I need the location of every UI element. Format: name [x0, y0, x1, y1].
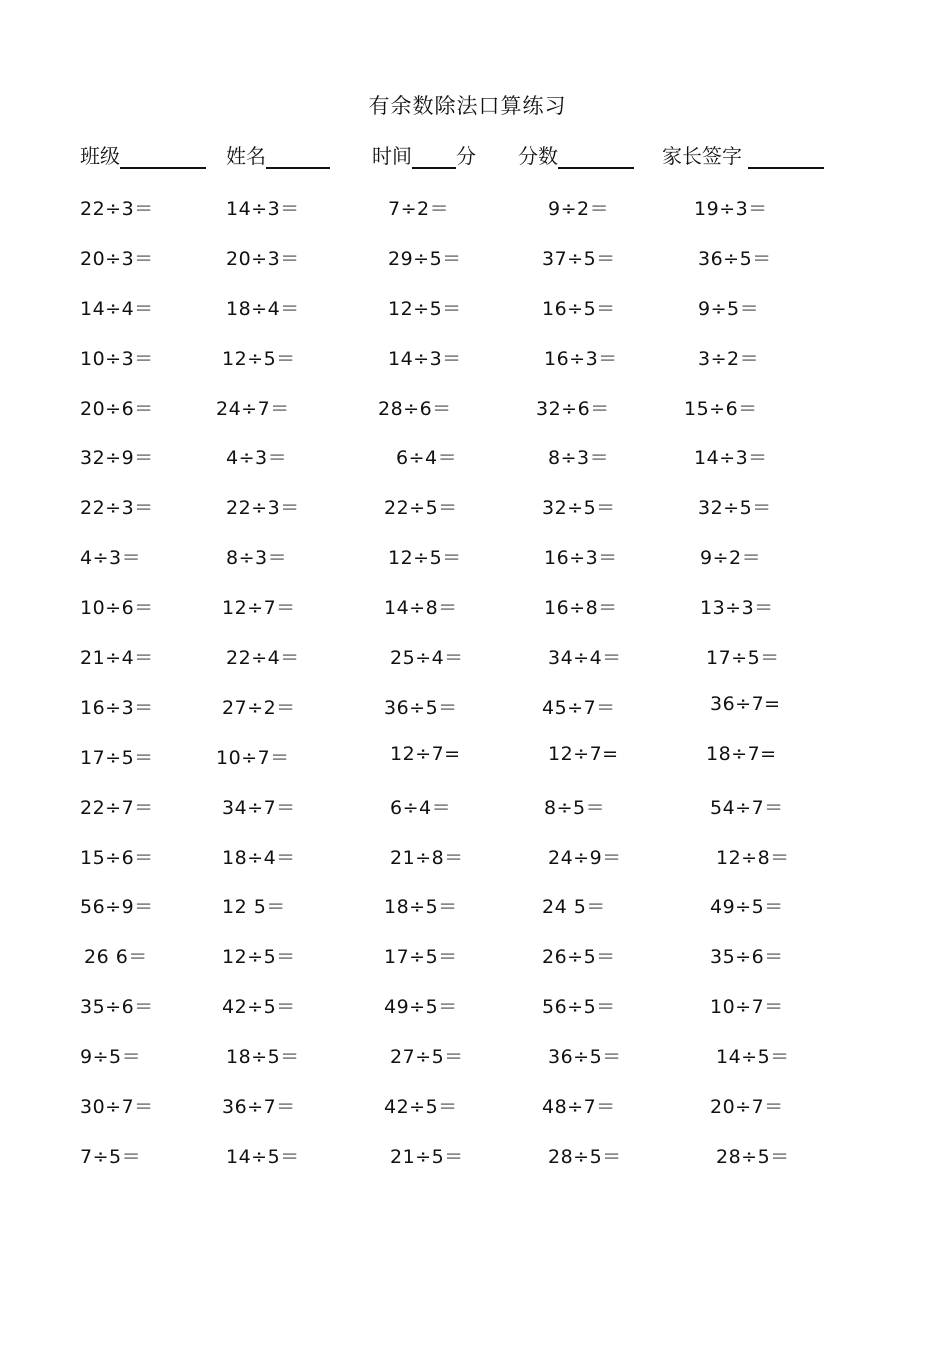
problem-item: 16÷3＝ [80, 696, 154, 719]
problem-item: 18÷5＝ [226, 1046, 300, 1069]
problem-item: 35÷6＝ [710, 946, 784, 969]
problem-item: 10÷7＝ [710, 996, 784, 1019]
problem-item: 22÷3＝ [226, 497, 300, 520]
problem-item: 28÷5＝ [548, 1145, 622, 1168]
problem-item: 36÷5＝ [384, 696, 458, 719]
parent-sign-label: 家长签字 [662, 144, 742, 168]
problem-item: 13÷3＝ [700, 597, 774, 620]
time-label: 时间 [372, 144, 412, 168]
problem-item: 18÷4＝ [226, 297, 300, 320]
problem-item: 16÷3＝ [544, 547, 618, 570]
class-blank[interactable] [120, 145, 206, 169]
problem-item: 6÷4＝ [396, 447, 458, 470]
problem-item: 9÷2＝ [548, 198, 610, 220]
problem-item: 14÷4＝ [80, 297, 154, 320]
problem-row [0, 190, 950, 240]
problem-item: 34÷4＝ [548, 647, 622, 670]
problem-item: 54÷7＝ [710, 796, 784, 819]
problem-item: 24÷9＝ [548, 846, 622, 869]
problem-item: 56÷5＝ [542, 996, 616, 1019]
problem-row [0, 689, 950, 739]
problem-item: 32÷5＝ [542, 497, 616, 520]
problem-item: 22÷5＝ [384, 497, 458, 520]
problem-row [0, 988, 950, 1038]
problem-row [0, 888, 950, 938]
problem-item: 35÷6＝ [80, 996, 154, 1019]
problem-item: 14÷3＝ [388, 347, 462, 370]
problem-item: 20÷6＝ [80, 397, 154, 420]
problem-item: 22÷7＝ [80, 796, 154, 819]
problem-row [0, 789, 950, 839]
problem-item: 26 6＝ [84, 946, 148, 969]
problem-row [0, 1088, 950, 1138]
problem-item: 15÷6＝ [684, 397, 758, 420]
problem-item: 56÷9＝ [80, 896, 154, 919]
problem-item: 12÷5＝ [388, 297, 462, 320]
problem-item: 27÷2＝ [222, 696, 296, 719]
problem-item: 36÷5＝ [698, 247, 772, 270]
score-field [518, 140, 634, 169]
problem-item: 27÷5＝ [390, 1046, 464, 1069]
problem-item: 36÷5＝ [548, 1046, 622, 1069]
problem-item: 22÷3＝ [80, 198, 154, 220]
problem-item: 16÷8＝ [544, 597, 618, 620]
problem-item: 24÷7＝ [216, 397, 290, 420]
problem-item: 17÷5＝ [80, 746, 154, 769]
problem-item: 32÷9＝ [80, 447, 154, 470]
problem-item: 20÷3＝ [226, 247, 300, 270]
problem-item: 14÷8＝ [384, 597, 458, 620]
problem-item: 12÷5＝ [222, 946, 296, 969]
name-field [226, 140, 330, 169]
problem-item: 22÷4＝ [226, 647, 300, 670]
problem-item: 28÷5＝ [716, 1145, 790, 1168]
problem-item: 7÷5＝ [80, 1145, 142, 1168]
problem-item: 49÷5＝ [384, 996, 458, 1019]
problem-item: 20÷3＝ [80, 247, 154, 270]
problem-item: 14÷5＝ [226, 1145, 300, 1168]
problem-item: 21÷4＝ [80, 647, 154, 670]
problem-row [0, 489, 950, 539]
problem-grid [0, 190, 950, 1188]
name-blank[interactable] [266, 145, 330, 169]
problem-item: 48÷7＝ [542, 1096, 616, 1119]
problem-item: 24 5＝ [542, 896, 606, 919]
problem-item: 4÷3＝ [226, 447, 288, 470]
time-field [372, 140, 476, 169]
problem-row [0, 290, 950, 340]
problem-item: 14÷3＝ [226, 198, 300, 220]
problem-row [0, 390, 950, 440]
problem-item: 9÷5＝ [698, 297, 760, 320]
problem-item: 30÷7＝ [80, 1096, 154, 1119]
problem-item: 21÷5＝ [390, 1145, 464, 1168]
problem-item: 16÷5＝ [542, 297, 616, 320]
worksheet-title: 有余数除法口算练习 [368, 94, 567, 118]
problem-row [0, 539, 950, 589]
problem-item: 12÷5＝ [388, 547, 462, 570]
problem-item: 22÷3＝ [80, 497, 154, 520]
problem-item: 42÷5＝ [222, 996, 296, 1019]
problem-row [0, 1038, 950, 1088]
parent-sign-field [662, 140, 824, 169]
problem-item: 37÷5＝ [542, 247, 616, 270]
problem-item: 21÷8＝ [390, 846, 464, 869]
problem-row [0, 589, 950, 639]
problem-item: 10÷3＝ [80, 347, 154, 370]
parent-sign-blank[interactable] [748, 145, 824, 169]
problem-item: 8÷3＝ [226, 547, 288, 570]
problem-item: 45÷7＝ [542, 696, 616, 719]
problem-item: 9÷5＝ [80, 1046, 142, 1069]
problem-item: 18÷7= [706, 742, 777, 765]
problem-item: 26÷5＝ [542, 946, 616, 969]
name-label: 姓名 [226, 144, 266, 168]
problem-item: 28÷6＝ [378, 397, 452, 420]
problem-item: 18÷4＝ [222, 846, 296, 869]
problem-item: 16÷3＝ [544, 347, 618, 370]
problem-item: 4÷3＝ [80, 547, 142, 570]
problem-item: 15÷6＝ [80, 846, 154, 869]
problem-item: 19÷3＝ [694, 198, 768, 220]
problem-item: 14÷5＝ [716, 1046, 790, 1069]
problem-row [0, 1138, 950, 1188]
problem-item: 17÷5＝ [706, 647, 780, 670]
problem-item: 12÷7= [390, 742, 461, 765]
problem-item: 36÷7＝ [222, 1096, 296, 1119]
problem-item: 12÷8＝ [716, 846, 790, 869]
time-blank[interactable] [412, 145, 456, 169]
problem-item: 32÷5＝ [698, 497, 772, 520]
problem-item: 10÷6＝ [80, 597, 154, 620]
problem-item: 17÷5＝ [384, 946, 458, 969]
problem-row [0, 240, 950, 290]
problem-item: 18÷5＝ [384, 896, 458, 919]
worksheet-header [0, 140, 950, 172]
problem-row [0, 439, 950, 489]
problem-item: 49÷5＝ [710, 896, 784, 919]
problem-item: 12÷5＝ [222, 347, 296, 370]
problem-item: 20÷7＝ [710, 1096, 784, 1119]
problem-item: 29÷5＝ [388, 247, 462, 270]
problem-row [0, 639, 950, 689]
problem-item: 8÷5＝ [544, 796, 606, 819]
problem-item: 36÷7= [710, 692, 781, 715]
problem-row [0, 938, 950, 988]
problem-item: 42÷5＝ [384, 1096, 458, 1119]
time-unit: 分 [456, 144, 476, 168]
problem-row [0, 839, 950, 889]
problem-row [0, 739, 950, 789]
problem-item: 7÷2＝ [388, 198, 450, 220]
score-blank[interactable] [558, 145, 634, 169]
problem-item: 25÷4＝ [390, 647, 464, 670]
score-label: 分数 [518, 144, 558, 168]
problem-item: 8÷3＝ [548, 447, 610, 470]
problem-item: 6÷4＝ [390, 796, 452, 819]
problem-row [0, 340, 950, 390]
problem-item: 3÷2＝ [698, 347, 760, 370]
problem-item: 12 5＝ [222, 896, 286, 919]
class-field [80, 140, 206, 169]
problem-item: 34÷7＝ [222, 796, 296, 819]
problem-item: 32÷6＝ [536, 397, 610, 420]
problem-item: 12÷7＝ [222, 597, 296, 620]
problem-item: 9÷2＝ [700, 547, 762, 570]
problem-item: 10÷7＝ [216, 746, 290, 769]
problem-item: 12÷7= [548, 742, 619, 765]
problem-item: 14÷3＝ [694, 447, 768, 470]
class-label: 班级 [80, 144, 120, 168]
